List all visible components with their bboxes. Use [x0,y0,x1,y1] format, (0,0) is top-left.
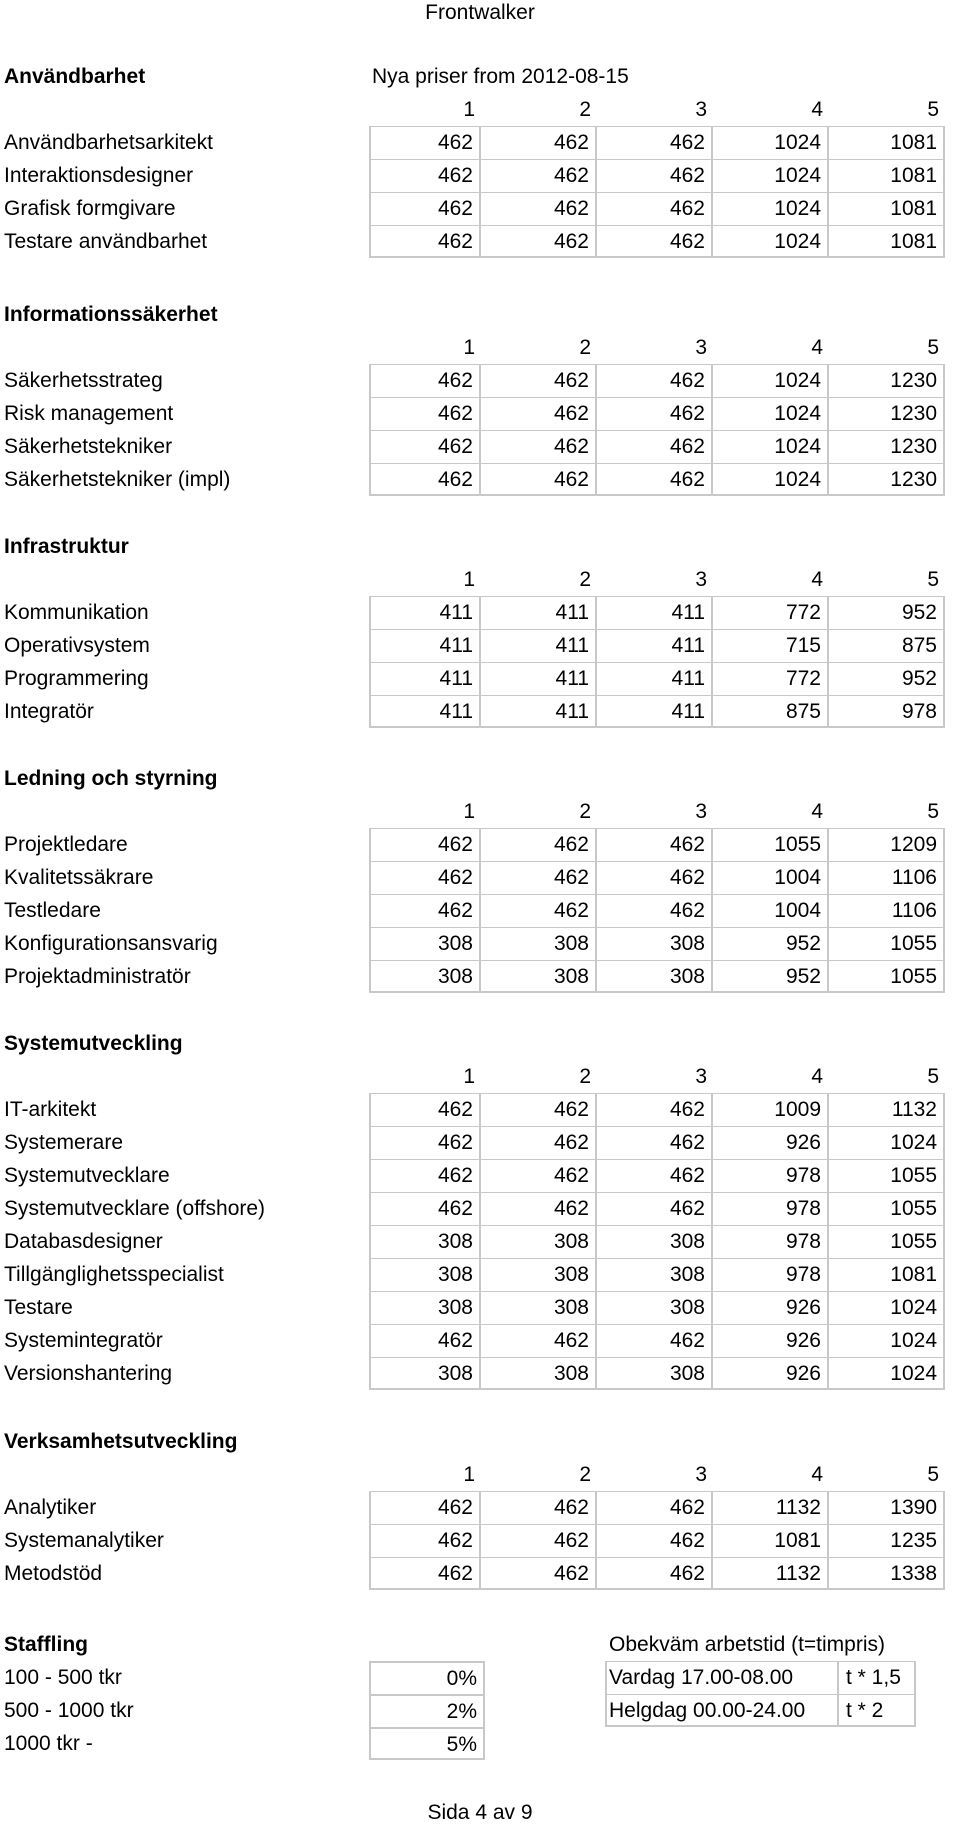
price-cell: 462 [597,1492,713,1524]
price-cell: 462 [481,1558,597,1588]
table-row [0,364,960,397]
price-cell: 411 [597,663,713,695]
role-label: Systemutvecklare (offshore) [4,1197,266,1220]
price-cell: 462 [369,1160,481,1192]
price-cell: 462 [369,398,481,430]
role-label: Testledare [4,899,101,922]
price-cell: 1081 [829,160,945,192]
table-row [0,397,960,430]
role-label: Databasdesigner [4,1230,163,1253]
price-cell: 1230 [829,464,945,494]
price-cell: 308 [597,1226,713,1258]
level-header: 3 [695,1463,707,1486]
price-cell: 411 [481,696,597,726]
price-cell: 1024 [829,1358,945,1388]
table-row [0,629,960,662]
level-header: 3 [695,800,707,823]
table-row [0,126,960,159]
price-cell: 1024 [713,193,829,225]
level-header: 2 [579,800,591,823]
price-cell: 308 [481,1358,597,1388]
section [0,298,960,496]
price-cell: 772 [713,663,829,695]
price-cell: 1055 [829,1193,945,1225]
price-cell: 411 [597,630,713,662]
price-cell: 462 [481,1492,597,1524]
role-label: Programmering [4,667,149,690]
role-label: Systemintegratör [4,1329,163,1352]
page-title: Frontwalker [425,1,535,24]
price-cell: 308 [481,961,597,991]
staffling-value: 2% [446,1700,477,1723]
price-cell: 462 [369,1525,481,1557]
price-cell: 308 [481,928,597,960]
level-header: 2 [579,1463,591,1486]
section-heading: Systemutveckling [4,1032,183,1055]
price-cell: 462 [597,464,713,494]
price-cell: 462 [481,1160,597,1192]
price-cell: 462 [597,127,713,159]
price-cell: 1024 [829,1325,945,1357]
price-cell: 1230 [829,398,945,430]
price-cell: 462 [369,431,481,463]
role-label: Säkerhetstekniker [4,435,173,458]
role-label: Analytiker [4,1496,97,1519]
section-heading: Ledning och styrning [4,767,218,790]
level-header: 5 [927,568,939,591]
table-row [0,1324,960,1357]
level-header-row [0,93,960,126]
price-cell: 462 [597,160,713,192]
price-cell: 411 [481,630,597,662]
obekvam-value: t * 1,5 [846,1666,901,1689]
staffling-label: 500 - 1000 tkr [4,1699,134,1722]
table-row [0,430,960,463]
price-cell: 952 [829,597,945,629]
section [0,1027,960,1390]
section-heading: Infrastruktur [4,535,129,558]
price-cell: 462 [481,365,597,397]
level-header: 5 [927,336,939,359]
price-cell: 978 [713,1226,829,1258]
role-label: Testare användbarhet [4,230,208,253]
price-cell: 952 [713,961,829,991]
price-cell: 411 [481,663,597,695]
price-cell: 462 [369,1492,481,1524]
price-cell: 1390 [829,1492,945,1524]
price-cell: 1024 [713,127,829,159]
table-row [0,463,960,496]
price-cell: 462 [597,1325,713,1357]
table-row [0,695,960,728]
price-cell: 462 [481,829,597,861]
section [0,1425,960,1590]
level-header: 1 [463,98,475,121]
staffling-row [0,1661,960,1694]
level-header: 4 [811,1065,823,1088]
price-cell: 1024 [829,1127,945,1159]
price-cell: 462 [369,1193,481,1225]
level-header: 4 [811,800,823,823]
price-cell: 1024 [713,160,829,192]
section [0,762,960,993]
price-cell: 1004 [713,895,829,927]
page-footer: Sida 4 av 9 [427,1801,533,1824]
staffling-row [0,1727,960,1760]
level-header-row [0,1458,960,1491]
level-header: 2 [579,1065,591,1088]
price-cell: 462 [597,1127,713,1159]
price-cell: 462 [597,431,713,463]
table-row [0,861,960,894]
table-row [0,1159,960,1192]
role-label: Risk management [4,402,174,425]
staffling-value: 5% [446,1733,477,1756]
table-row [0,1291,960,1324]
level-header: 2 [579,98,591,121]
price-cell: 308 [369,1292,481,1324]
section [0,60,960,258]
staffling-row [0,1694,960,1727]
table-row [0,1192,960,1225]
price-cell: 411 [369,696,481,726]
price-cell: 462 [597,829,713,861]
price-cell: 1132 [713,1558,829,1588]
table-row [0,1225,960,1258]
role-label: Kommunikation [4,601,149,624]
section-heading: Informationssäkerhet [4,303,218,326]
price-cell: 462 [481,895,597,927]
section [0,530,960,728]
price-cell: 1055 [829,961,945,991]
table-row [0,596,960,629]
price-cell: 462 [481,464,597,494]
price-cell: 411 [369,663,481,695]
table-row [0,927,960,960]
table-row [0,662,960,695]
role-label: Projektadministratör [4,965,191,988]
level-header: 2 [579,568,591,591]
price-cell: 1081 [829,1259,945,1291]
section-heading: Verksamhetsutveckling [4,1430,238,1453]
price-cell: 308 [369,1358,481,1388]
price-cell: 926 [713,1325,829,1357]
price-cell: 1024 [713,431,829,463]
table-row [0,1093,960,1126]
table-row [0,1126,960,1159]
level-header: 3 [695,336,707,359]
staffling-value: 0% [446,1667,477,1690]
price-cell: 411 [369,597,481,629]
table-row [0,1524,960,1557]
price-cell: 462 [597,365,713,397]
table-row [0,1491,960,1524]
price-cell: 308 [597,1292,713,1324]
price-cell: 462 [481,160,597,192]
price-date-note: Nya priser from 2012-08-15 [372,65,629,88]
price-cell: 462 [369,365,481,397]
price-cell: 462 [369,1127,481,1159]
price-cell: 978 [713,1193,829,1225]
price-cell: 462 [481,398,597,430]
price-cell: 308 [369,1259,481,1291]
price-cell: 1230 [829,365,945,397]
price-cell: 462 [597,1525,713,1557]
staffling-label: 100 - 500 tkr [4,1666,122,1689]
price-cell: 462 [369,1094,481,1126]
price-cell: 772 [713,597,829,629]
price-cell: 462 [481,1325,597,1357]
price-cell: 978 [713,1160,829,1192]
price-cell: 875 [713,696,829,726]
staffling-label: 1000 tkr - [4,1732,93,1755]
price-cell: 462 [597,1160,713,1192]
price-cell: 308 [369,961,481,991]
level-header-row [0,563,960,596]
role-label: Systemerare [4,1131,124,1154]
price-cell: 1081 [829,127,945,159]
price-cell: 462 [369,160,481,192]
price-cell: 411 [597,597,713,629]
level-header-row [0,331,960,364]
level-header: 1 [463,1065,475,1088]
table-row [0,960,960,993]
price-cell: 926 [713,1127,829,1159]
table-row [0,159,960,192]
price-cell: 1024 [713,464,829,494]
price-cell: 462 [481,193,597,225]
price-cell: 462 [369,895,481,927]
price-cell: 308 [369,928,481,960]
role-label: Interaktionsdesigner [4,164,194,187]
price-cell: 1024 [713,226,829,256]
price-cell: 1132 [829,1094,945,1126]
price-cell: 411 [369,630,481,662]
price-cell: 1024 [829,1292,945,1324]
level-header-row [0,1060,960,1093]
price-cell: 1081 [713,1525,829,1557]
level-header: 5 [927,1463,939,1486]
level-header: 4 [811,98,823,121]
role-label: Användbarhetsarkitekt [4,131,213,154]
price-cell: 462 [481,1525,597,1557]
level-header: 4 [811,568,823,591]
price-cell: 1004 [713,862,829,894]
role-label: Säkerhetsstrateg [4,369,163,392]
price-cell: 462 [369,829,481,861]
staffling-heading: Staffling [4,1633,88,1656]
price-cell: 875 [829,630,945,662]
price-cell: 462 [369,127,481,159]
level-header: 3 [695,98,707,121]
level-header: 1 [463,568,475,591]
level-header: 4 [811,1463,823,1486]
price-cell: 1235 [829,1525,945,1557]
price-cell: 462 [597,226,713,256]
price-cell: 462 [597,1094,713,1126]
role-label: Kvalitetssäkrare [4,866,154,889]
price-cell: 462 [481,431,597,463]
obekvam-label: Vardag 17.00-08.00 [609,1666,794,1689]
price-cell: 462 [597,1558,713,1588]
price-cell: 462 [481,862,597,894]
price-cell: 462 [597,1193,713,1225]
price-cell: 462 [369,464,481,494]
level-header: 3 [695,1065,707,1088]
price-cell: 411 [481,597,597,629]
role-label: Säkerhetstekniker (impl) [4,468,231,491]
role-label: Testare [4,1296,73,1319]
price-cell: 462 [369,226,481,256]
price-cell: 978 [829,696,945,726]
level-header: 5 [927,1065,939,1088]
price-cell: 462 [481,226,597,256]
role-label: Integratör [4,700,94,723]
price-cell: 1055 [829,1226,945,1258]
table-row [0,225,960,258]
price-cell: 462 [597,895,713,927]
price-cell: 1209 [829,829,945,861]
table-row [0,894,960,927]
obekvam-value: t * 2 [846,1699,884,1722]
level-header: 4 [811,336,823,359]
price-cell: 462 [369,1325,481,1357]
staffling-section [0,1628,960,1760]
role-label: Operativsystem [4,634,150,657]
table-row [0,192,960,225]
level-header: 1 [463,1463,475,1486]
price-cell: 1055 [713,829,829,861]
table-row [0,1258,960,1291]
obekvam-heading: Obekväm arbetstid (t=timpris) [609,1633,885,1656]
role-label: Systemutvecklare [4,1164,170,1187]
price-cell: 1081 [829,193,945,225]
price-cell: 462 [369,1558,481,1588]
price-cell: 308 [481,1259,597,1291]
price-cell: 462 [481,1127,597,1159]
level-header-row [0,795,960,828]
role-label: IT-arkitekt [4,1098,97,1121]
price-cell: 462 [597,193,713,225]
level-header: 1 [463,336,475,359]
role-label: Konfigurationsansvarig [4,932,218,955]
role-label: Versionshantering [4,1362,173,1385]
price-cell: 1106 [829,862,945,894]
price-cell: 308 [369,1226,481,1258]
price-cell: 1024 [713,365,829,397]
table-row [0,1557,960,1590]
price-cell: 462 [597,398,713,430]
price-cell: 1009 [713,1094,829,1126]
price-cell: 462 [481,127,597,159]
price-cell: 308 [597,961,713,991]
price-cell: 1132 [713,1492,829,1524]
level-header: 2 [579,336,591,359]
role-label: Grafisk formgivare [4,197,176,220]
role-label: Systemanalytiker [4,1529,164,1552]
level-header: 5 [927,98,939,121]
level-header: 5 [927,800,939,823]
price-cell: 308 [597,1259,713,1291]
level-header: 1 [463,800,475,823]
role-label: Projektledare [4,833,128,856]
price-cell: 1081 [829,226,945,256]
role-label: Tillgänglighetsspecialist [4,1263,224,1286]
price-cell: 462 [369,862,481,894]
price-cell: 1055 [829,1160,945,1192]
price-cell: 462 [481,1094,597,1126]
table-row [0,1357,960,1390]
price-cell: 1230 [829,431,945,463]
price-cell: 308 [597,928,713,960]
price-cell: 411 [597,696,713,726]
price-cell: 462 [597,862,713,894]
price-cell: 462 [481,1193,597,1225]
price-cell: 715 [713,630,829,662]
price-cell: 926 [713,1292,829,1324]
price-cell: 1106 [829,895,945,927]
price-cell: 1338 [829,1558,945,1588]
price-cell: 1055 [829,928,945,960]
level-header: 3 [695,568,707,591]
price-cell: 308 [481,1226,597,1258]
table-row [0,828,960,861]
price-cell: 308 [481,1292,597,1324]
price-cell: 952 [713,928,829,960]
section-heading: Användbarhet [4,65,146,88]
price-cell: 978 [713,1259,829,1291]
price-cell: 462 [369,193,481,225]
price-cell: 308 [597,1358,713,1388]
price-cell: 1024 [713,398,829,430]
role-label: Metodstöd [4,1562,103,1585]
obekvam-label: Helgdag 00.00-24.00 [609,1699,806,1722]
price-cell: 926 [713,1358,829,1388]
price-cell: 952 [829,663,945,695]
